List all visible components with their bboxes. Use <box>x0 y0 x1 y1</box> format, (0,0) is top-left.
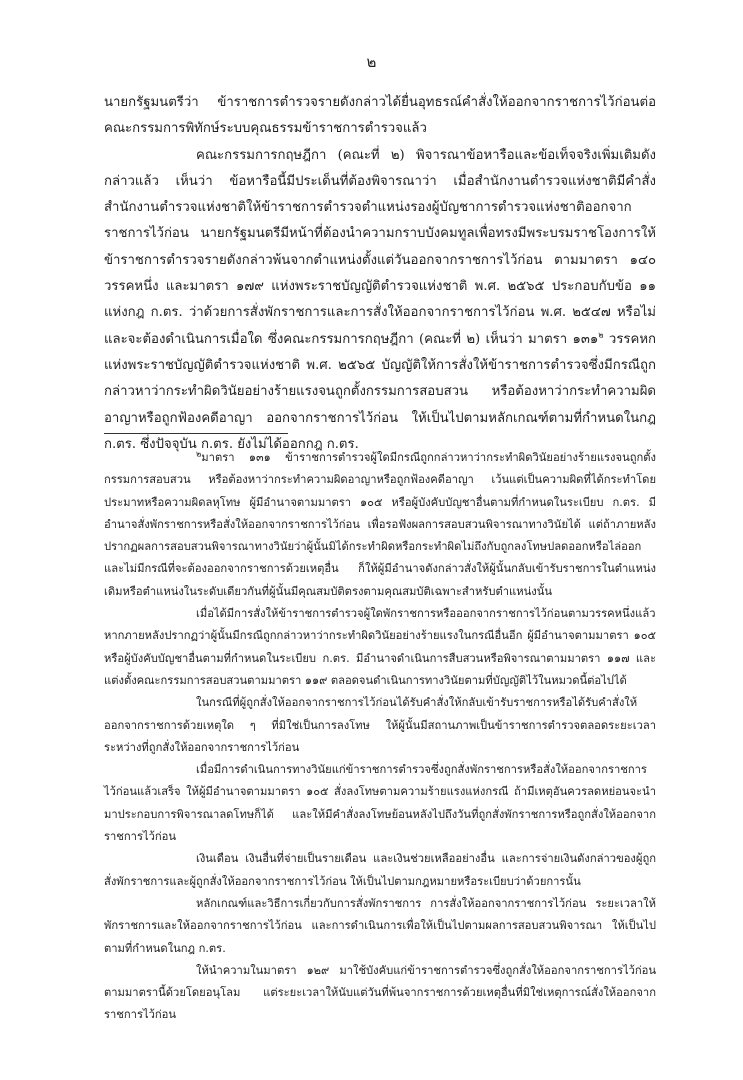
body-text-span: คณะกรรมการกฤษฎีกา (คณะที่ ๒) พิจารณาข้อหารือและข้อเท็จจริงเพิ่มเติมดังกล่าวแล้ว เห็นว่า ข้อหารือนี้มีประเด็นที่ต้องพิจารณาว่า เมื่อสำนักงานตำรวจแห่งชาติมีคำสั่งสำนักงานตำรวจแห่งชาติให้ข้าราชการตำรวจตำแหน่งรองผู้บัญชาการตำรวจแห่งชาติออกจากราชการไว้ก่อน นายกรัฐมนตรีมีหน้าที่ต้องนำความกราบบังคมทูลเพื่อทรงมีพระบรมราชโองการให้ข้าราชการตำรวจรายดังกล่าวพ้นจากตำแหน่งตั้งแต่วันออกจากราชการไว้ก่อน ตามมาตรา ๑๔๐ วรรคหนึ่ง และมาตรา ๑๗๙ แห่งพระราชบัญญัติตำรวจแห่งชาติ พ.ศ. ๒๕๖๕ ประกอบกับข้อ ๑๑ แห่งกฎ ก.ตร. ว่าด้วยการสั่งพักราชการและการสั่งให้ออกจากราชการไว้ก่อน พ.ศ. ๒๕๔๗ หรือไม่ และจะต้องดำเนินการเมื่อใด ซึ่งคณะกรรมการกฤษฎีกา (คณะที่ ๒) เห็นว่า มาตรา ๑๓๑ <box>104 147 656 347</box>
footnote-paragraph: เมื่อได้มีการสั่งให้ข้าราชการตำรวจผู้ใดพักราชการหรือออกจากราชการไว้ก่อนตามวรรคหนึ่งแล้ว หากภายหลังปรากฏว่าผู้นั้นมีกรณีถูกกล่าวหาว่ากระทำผิดวินัยอย่างร้ายแรงในกรณีอื่นอีก ผู้มีอำนาจตามมาตรา ๑๐๕ หรือผู้บังคับบัญชาอื่นตามที่กำหนดในระเบียบ ก.ตร. มีอำนาจดำเนินการสืบสวนหรือพิจารณาตามมาตรา ๑๑๗ และแต่งตั้งคณะกรรมการสอบสวนตามมาตรา ๑๑๙ ตลอดจนดำเนินการทางวินัยตามที่บัญญัติไว้ในหมวดนี้ต่อไปได้ <box>104 607 656 687</box>
footnote-paragraph: เมื่อมีการดำเนินการทางวินัยแก่ข้าราชการตำรวจซึ่งถูกสั่งพักราชการหรือสั่งให้ออกจากราชการไว้ก่อนแล้วเสร็จ ให้ผู้มีอำนาจตามมาตรา ๑๐๕ สั่งลงโทษตามความร้ายแรงแห่งกรณี ถ้ามีเหตุอันควรลดหย่อนจะนำมาประกอบการพิจารณาลดโทษก็ได้ และให้มีคำสั่งลงโทษย้อนหลังไปถึงวันที่ถูกสั่งพักราชการหรือถูกสั่งให้ออกจากราชการไว้ก่อน <box>104 763 656 844</box>
page-number: ๒ <box>366 53 377 71</box>
body-text-span: วรรคหก แห่งพระราชบัญญัติตำรวจแห่งชาติ พ.ศ. ๒๕๖๕ บัญญัติให้การสั่งให้ข้าราชการตำรวจซึ่งมีกรณีถูกกล่าวหาว่ากระทำผิดวินัยอย่างร้ายแรงจนถูกตั้งกรรมการสอบสวน หรือต้องหาว่ากระทำความผิดอาญาหรือถูกฟ้องคดีอาญา ออกจากราชการไว้ก่อน ให้เป็นไปตามหลักเกณฑ์ตามที่กำหนดในกฎ ก.ตร. ซึ่งปัจจุบัน ก.ตร. ยังไม่ได้ออกกฎ ก.ตร. <box>104 331 656 452</box>
footnote-paragraph <box>104 447 656 603</box>
footnote-marker: ๒ <box>196 449 202 459</box>
footnote-paragraph: ให้นำความในมาตรา ๑๒๙ มาใช้บังคับแก่ข้าราชการตำรวจซึ่งถูกสั่งให้ออกจากราชการไว้ก่อนตามมาตรานี้ด้วยโดยอนุโลม แต่ระยะเวลาให้นับแต่วันที่พ้นจากราชการด้วยเหตุอื่นที่มิใช่เหตุการณ์สั่งให้ออกจากราชการไว้ก่อน <box>104 963 656 1022</box>
footnotes <box>104 447 656 1027</box>
footnote-reference[interactable]: ๒ <box>598 330 604 340</box>
footnote-paragraph: เงินเดือน เงินอื่นที่จ่ายเป็นรายเดือน และเงินช่วยเหลืออย่างอื่น และการจ่ายเงินดังกล่าวของผู้ถูกสั่งพักราชการและผู้ถูกสั่งให้ออกจากราชการไว้ก่อน ให้เป็นไปตามกฎหมายหรือระเบียบว่าด้วยการนั้น <box>104 852 656 888</box>
body-paragraph: นายกรัฐมนตรีว่า ข้าราชการตำรวจรายดังกล่าวได้ยื่นอุทธรณ์คำสั่งให้ออกจากราชการไว้ก่อนต่อคณะกรรมการพิทักษ์ระบบคุณธรรมข้าราชการตำรวจแล้ว <box>104 95 656 137</box>
footnote-paragraph: หลักเกณฑ์และวิธีการเกี่ยวกับการสั่งพักราชการ การสั่งให้ออกจากราชการไว้ก่อน ระยะเวลาให้พักราชการและให้ออกจากราชการไว้ก่อน และการดำเนินการเพื่อให้เป็นไปตามผลการสอบสวนพิจารณา ให้เป็นไปตามที่กำหนดในกฎ ก.ตร. <box>104 896 656 955</box>
body-paragraph <box>104 143 656 459</box>
footnote-paragraph: ในกรณีที่ผู้ถูกสั่งให้ออกจากราชการไว้ก่อนได้รับคำสั่งให้กลับเข้ารับราชการหรือได้รับคำสั่งให้ออกจากราชการด้วยเหตุใด ๆ ที่มิใช่เป็นการลงโทษ ให้ผู้นั้นมีสถานภาพเป็นข้าราชการตำรวจตลอดระยะเวลาระหว่างที่ถูกสั่งให้ออกจากราชการไว้ก่อน <box>104 696 656 754</box>
footnote-divider <box>104 433 288 434</box>
footnote-text: มาตรา ๑๓๑ ข้าราชการตำรวจผู้ใดมีกรณีถูกกล่าวหาว่ากระทำผิดวินัยอย่างร้ายแรงจนถูกตั้งกรรมการสอบสวน หรือต้องหาว่ากระทำความผิดอาญาหรือถูกฟ้องคดีอาญา เว้นแต่เป็นความผิดที่ได้กระทำโดยประมาทหรือความผิดลหุโทษ ผู้มีอำนาจตามมาตรา ๑๐๕ หรือผู้บังคับบัญชาอื่นตามที่กำหนดในระเบียบ ก.ตร. มีอำนาจสั่งพักราชการหรือสั่งให้ออกจากราชการไว้ก่อน เพื่อรอฟังผลการสอบสวนพิจารณาทางวินัยได้ แต่ถ้าภายหลังปรากฏผลการสอบสวนพิจารณาทางวินัยว่าผู้นั้นมิได้กระทำผิดหรือกระทำผิดไม่ถึงกับถูกลงโทษปลดออกหรือไล่ออก และไม่มีกรณีที่จะต้องออกจากราชการด้วยเหตุอื่น ก็ให้ผู้มีอำนาจดังกล่าวสั่งให้ผู้นั้นกลับเข้ารับราชการในตำแหน่งเดิมหรือตำแหน่งในระดับเดียวกันที่ผู้นั้นมีคุณสมบัติตรงตามคุณสมบัติเฉพาะสำหรับตำแหน่งนั้น <box>104 451 656 598</box>
main-body <box>104 90 656 458</box>
